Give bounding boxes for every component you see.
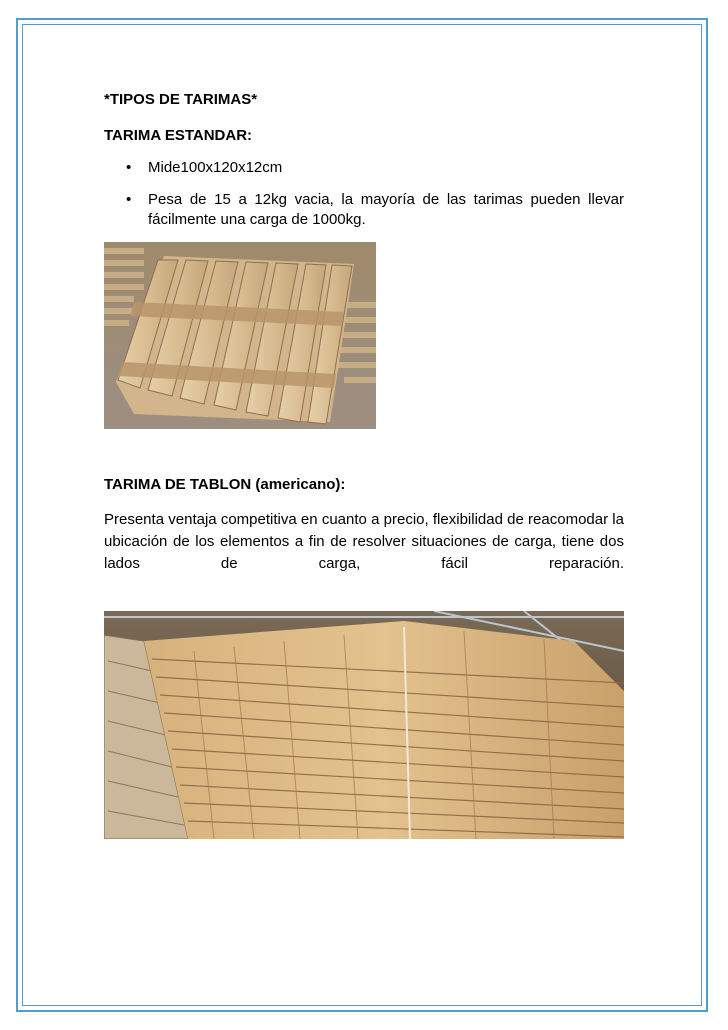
document-body	[104, 84, 624, 839]
list-item: • Pesa de 15 a 12kg vacia, la mayoría de las tarimas pueden llevar fácilmente una carga de 1000kg.	[126, 191, 624, 228]
stacked-planks-photo	[104, 611, 624, 839]
bullet-list-estandar	[104, 158, 624, 230]
bullet-icon: •	[126, 191, 132, 208]
section-heading-tablon: TARIMA DE TABLON (americano):	[104, 476, 346, 493]
document-title: *TIPOS DE TARIMAS*	[104, 91, 258, 108]
wooden-pallet-photo	[104, 242, 376, 429]
list-item: • Mide100x120x12cm	[126, 159, 283, 176]
section-paragraph-tablon: Presenta ventaja competitiva en cuanto a precio, flexibilidad de reacomodar la ubicación de los elementos a fin de resolver situaciones de carga, tiene dos lados de carga, fácil reparación.	[104, 511, 624, 572]
section-heading-estandar: TARIMA ESTANDAR:	[104, 127, 253, 144]
bullet-icon: •	[126, 159, 132, 176]
